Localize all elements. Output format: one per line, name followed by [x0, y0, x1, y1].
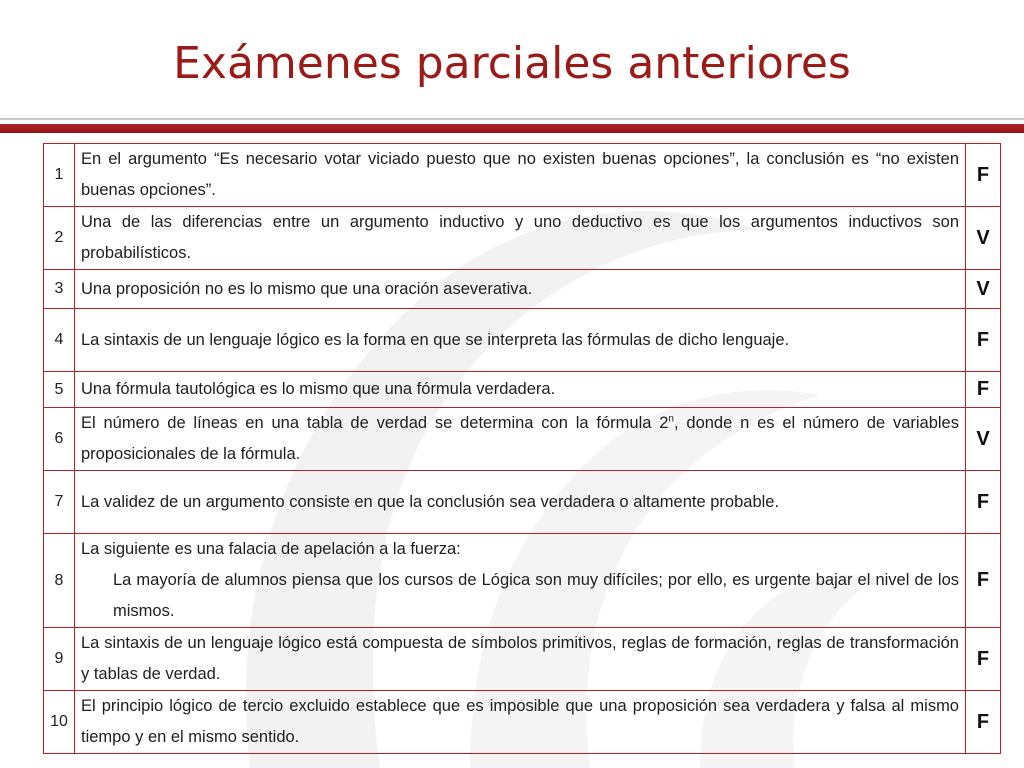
table-row — [44, 207, 1001, 270]
statement-text: La siguiente es una falacia de apelación a la fuerza: — [81, 540, 461, 558]
row-number: 1 — [44, 144, 75, 207]
answer: V — [966, 207, 1001, 270]
table-row — [44, 144, 1001, 207]
questions-table-wrap — [43, 143, 1001, 754]
row-number: 5 — [44, 372, 75, 408]
quoted-argument: La mayoría de alumnos piensa que los cursos de Lógica son muy difíciles; por ello, es urgente bajar el nivel de los mismos. — [113, 571, 959, 620]
statement: La sintaxis de un lenguaje lógico es la forma en que se interpreta las fórmulas de dicho lenguaje. — [75, 309, 966, 372]
answer: V — [966, 270, 1001, 309]
accent-bar — [0, 124, 1024, 133]
table-row — [44, 408, 1001, 471]
superscript-n: n — [668, 413, 674, 425]
statement — [75, 534, 966, 628]
statement: La validez de un argumento consiste en que la conclusión sea verdadera o altamente probable. — [75, 471, 966, 534]
answer: F — [966, 691, 1001, 754]
statement — [75, 408, 966, 471]
answer: F — [966, 628, 1001, 691]
table-row — [44, 691, 1001, 754]
statement: Una de las diferencias entre un argumento inductivo y uno deductivo es que los argumentos inductivos son probabilísticos. — [75, 207, 966, 270]
statement: Una proposición no es lo mismo que una oración aseverativa. — [75, 270, 966, 309]
answer: F — [966, 372, 1001, 408]
statement: Una fórmula tautológica es lo mismo que una fórmula verdadera. — [75, 372, 966, 408]
answer: F — [966, 144, 1001, 207]
statement: El principio lógico de tercio excluido establece que es imposible que una proposición sea verdadera y falsa al mismo tiempo y en el mismo sentido. — [75, 691, 966, 754]
questions-table — [43, 143, 1001, 754]
table-row — [44, 270, 1001, 309]
statement-text: El número de líneas en una tabla de verdad se determina con la fórmula 2 — [81, 414, 669, 432]
table-row — [44, 471, 1001, 534]
table-row — [44, 372, 1001, 408]
table-row — [44, 628, 1001, 691]
row-number: 4 — [44, 309, 75, 372]
answer: F — [966, 309, 1001, 372]
statement: En el argumento “Es necesario votar viciado puesto que no existen buenas opciones”, la conclusión es “no existen buenas opciones”. — [75, 144, 966, 207]
row-number: 9 — [44, 628, 75, 691]
statement-text-cont: , donde n es el número de variables proposicionales de la fórmula. — [81, 414, 959, 463]
row-number: 2 — [44, 207, 75, 270]
row-number: 3 — [44, 270, 75, 309]
answer: V — [966, 408, 1001, 471]
answer: F — [966, 471, 1001, 534]
statement: La sintaxis de un lenguaje lógico está compuesta de símbolos primitivos, reglas de formación, reglas de transformación y tablas de verdad. — [75, 628, 966, 691]
table-row — [44, 534, 1001, 628]
row-number: 6 — [44, 408, 75, 471]
page-title: Exámenes parciales anteriores — [173, 38, 851, 89]
row-number: 10 — [44, 691, 75, 754]
row-number: 7 — [44, 471, 75, 534]
table-row — [44, 309, 1001, 372]
row-number: 8 — [44, 534, 75, 628]
answer: F — [966, 534, 1001, 628]
title-divider — [0, 118, 1024, 120]
